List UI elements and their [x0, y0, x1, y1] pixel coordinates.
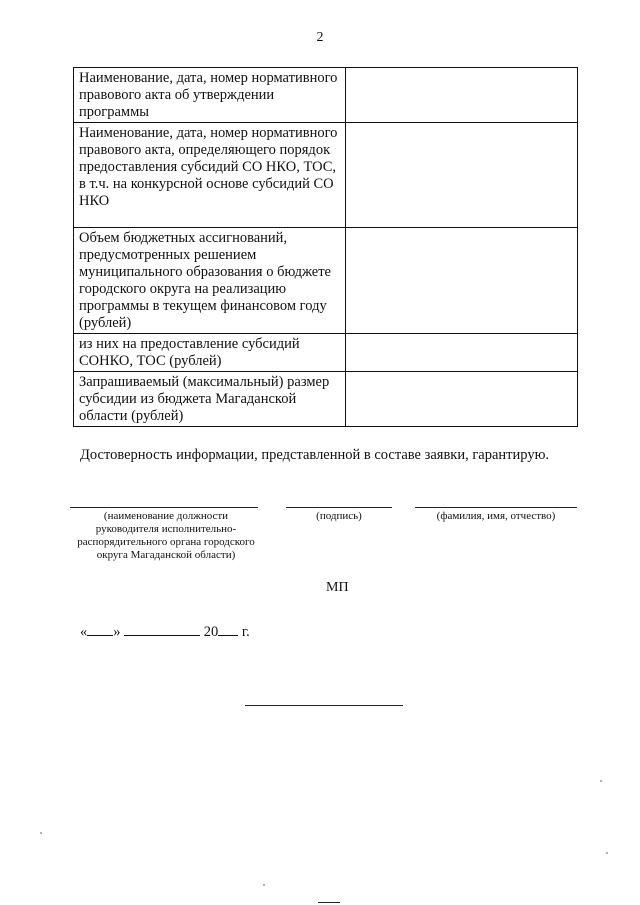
row-label: Наименование, дата, номер нормативного правового акта об утверждении программы: [74, 68, 346, 123]
row-label: Объем бюджетных ассигнований, предусмотренных решением муниципального образования о бюджете городского округа на реализацию программы в текущем финансовом году (рублей): [74, 228, 346, 334]
footer-mark: [318, 902, 340, 903]
table-row: [74, 334, 578, 372]
row-label: Запрашиваемый (максимальный) размер субсидии из бюджета Магаданской области (рублей): [74, 372, 346, 427]
scan-speck: [600, 780, 602, 782]
page-number: 2: [316, 30, 324, 45]
scan-speck: [263, 884, 265, 886]
date-line: [80, 623, 250, 641]
table-row: [74, 228, 578, 334]
scan-speck: [606, 852, 608, 854]
year-field[interactable]: [218, 623, 238, 636]
attestation-text: Достоверность информации, представленной в составе заявки, гарантирую.: [80, 447, 550, 463]
row-label: из них на предоставление субсидий СОНКО, ТОС (рублей): [74, 334, 346, 372]
table-row: [74, 123, 578, 228]
date-open-quote: «: [80, 624, 88, 640]
row-label: Наименование, дата, номер нормативного правового акта, определяющего порядок предоставления субсидий СО НКО, ТОС, в т.ч. на конкурсной основе субсидий СО НКО: [74, 123, 346, 228]
name-caption: (фамилия, имя, отчество): [436, 510, 556, 522]
date-century: 20: [203, 624, 219, 640]
date-close-quote: »: [113, 624, 121, 640]
row-value-field[interactable]: [346, 334, 578, 372]
table-row: [74, 68, 578, 123]
signature-caption: (подпись): [316, 510, 362, 522]
name-signature-line[interactable]: [415, 507, 577, 508]
row-value-field[interactable]: [346, 123, 578, 228]
row-value-field[interactable]: [346, 228, 578, 334]
row-value-field[interactable]: [346, 68, 578, 123]
date-suffix: г.: [241, 624, 250, 640]
position-signature-line[interactable]: [70, 507, 258, 508]
table-row: [74, 372, 578, 427]
stamp-label: МП: [326, 580, 349, 595]
day-field[interactable]: [87, 623, 113, 636]
position-caption: (наименование должности руководителя исполнительно-распорядительного органа городского округа Магаданской области): [77, 510, 255, 561]
info-table: [73, 67, 578, 427]
bottom-line: [245, 705, 403, 706]
signature-line[interactable]: [286, 507, 392, 508]
month-field[interactable]: [124, 623, 200, 636]
scan-speck: [40, 832, 42, 834]
row-value-field[interactable]: [346, 372, 578, 427]
